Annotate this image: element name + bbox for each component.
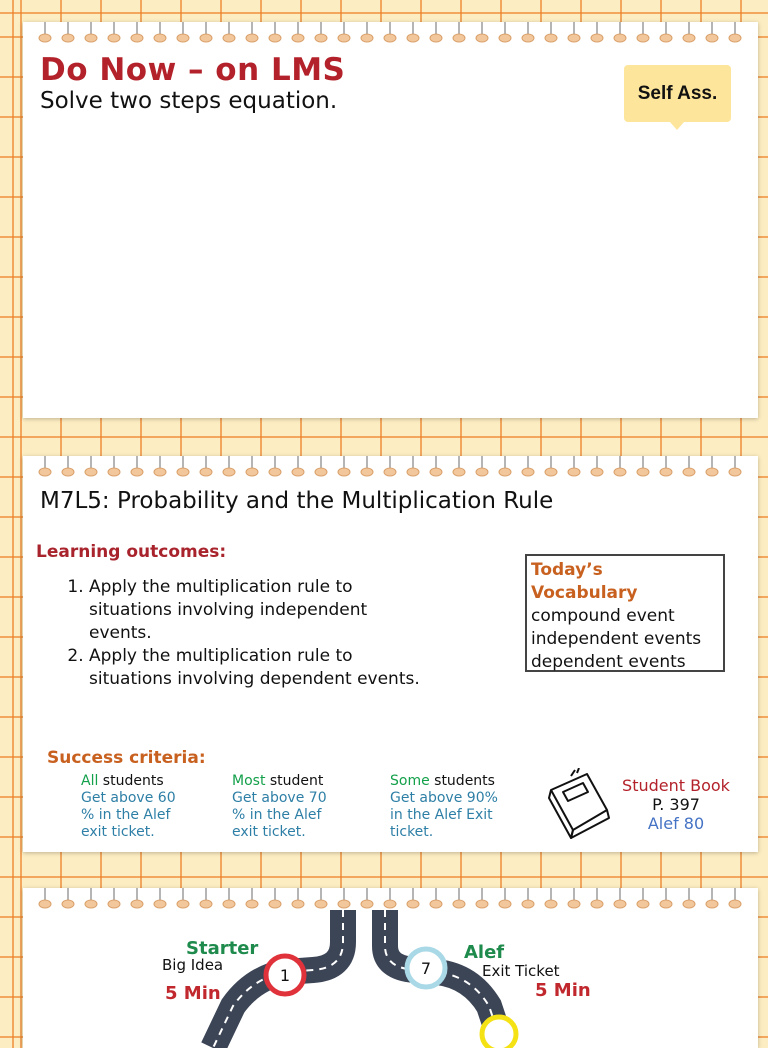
binder-ring xyxy=(223,456,235,476)
binder-ring xyxy=(683,22,695,42)
starter-subtitle: Big Idea xyxy=(162,956,224,974)
binder-ring xyxy=(292,456,304,476)
binder-ring xyxy=(384,22,396,42)
criteria-keyword: Most xyxy=(232,773,266,789)
learning-outcome-item: 1. Apply the multiplication rule to situations involving independent events. xyxy=(89,576,434,645)
self-assessment-callout xyxy=(624,65,731,122)
binder-ring xyxy=(246,456,258,476)
alef-duration: 5 Min xyxy=(535,980,591,1001)
binder-ring xyxy=(545,456,557,476)
vocabulary-term: dependent events xyxy=(531,652,686,672)
criteria-some xyxy=(390,773,500,841)
binder-ring xyxy=(62,22,74,42)
criteria-description: Get above 60 % in the Alef exit ticket. xyxy=(81,790,176,840)
binder-ring xyxy=(85,22,97,42)
binder-ring xyxy=(614,456,626,476)
binder-ring xyxy=(108,456,120,476)
criteria-who: students xyxy=(429,773,495,789)
binder-ring xyxy=(522,22,534,42)
step-number: 1 xyxy=(279,966,291,985)
binder-ring xyxy=(729,456,741,476)
binder-ring xyxy=(315,456,327,476)
binder-ring xyxy=(729,22,741,42)
slide-lesson-overview xyxy=(23,456,758,852)
binder-ring xyxy=(407,456,419,476)
reference-alef: Alef 80 xyxy=(647,814,705,833)
book-reference xyxy=(601,776,751,833)
alef-label: Alef xyxy=(464,942,505,963)
binder-ring xyxy=(131,22,143,42)
binder-ring xyxy=(545,22,557,42)
reference-source: Student Book xyxy=(622,776,730,795)
binder-ring xyxy=(591,456,603,476)
binder-ring xyxy=(637,22,649,42)
binder-ring xyxy=(269,22,281,42)
slide-lesson-roadmap xyxy=(23,888,758,1048)
slide-do-now xyxy=(23,22,758,418)
binder-ring xyxy=(430,456,442,476)
vocabulary-heading: Vocabulary xyxy=(531,583,638,603)
criteria-keyword: All xyxy=(81,773,99,789)
binder-ring xyxy=(430,22,442,42)
binder-ring xyxy=(476,22,488,42)
binder-ring xyxy=(476,456,488,476)
binder-ring xyxy=(361,456,373,476)
starter-duration: 5 Min xyxy=(165,983,221,1004)
success-criteria-heading: Success criteria: xyxy=(47,748,206,768)
criteria-description: Get above 70 % in the Alef exit ticket. xyxy=(232,790,327,840)
callout-text: Self Ass. xyxy=(637,82,718,104)
step-marker-1 xyxy=(266,956,304,994)
binder-ring xyxy=(62,456,74,476)
binder-ring xyxy=(591,22,603,42)
criteria-description: Get above 90% in the Alef Exit ticket. xyxy=(390,790,498,840)
criteria-who: students xyxy=(98,773,164,789)
binder-ring xyxy=(568,22,580,42)
binder-ring xyxy=(453,456,465,476)
starter-label: Starter xyxy=(186,938,259,959)
learning-outcomes-heading: Learning outcomes: xyxy=(36,542,227,562)
vocabulary-heading: Today’s xyxy=(531,560,603,580)
binder-ring xyxy=(706,22,718,42)
criteria-keyword: Some xyxy=(390,773,430,789)
binder-ring xyxy=(39,22,51,42)
binder-ring xyxy=(660,456,672,476)
binder-ring xyxy=(39,456,51,476)
binder-rings xyxy=(23,22,758,46)
binder-ring xyxy=(246,22,258,42)
alef-subtitle: Exit Ticket xyxy=(482,962,560,980)
binder-ring xyxy=(338,456,350,476)
binder-ring xyxy=(154,456,166,476)
vocabulary-term: compound event xyxy=(531,606,675,626)
callout-tail xyxy=(670,122,684,130)
learning-outcome-item: 2. Apply the multiplication rule to situations involving dependent events. xyxy=(89,645,434,691)
binder-ring xyxy=(499,456,511,476)
binder-ring xyxy=(177,22,189,42)
vocabulary-term: independent events xyxy=(531,629,702,649)
binder-ring xyxy=(614,22,626,42)
binder-ring xyxy=(338,22,350,42)
criteria-who: student xyxy=(265,773,324,789)
binder-ring xyxy=(131,456,143,476)
binder-ring xyxy=(223,22,235,42)
binder-ring xyxy=(660,22,672,42)
binder-ring xyxy=(453,22,465,42)
slide-subtitle: Solve two steps equation. xyxy=(40,88,338,114)
binder-ring xyxy=(706,456,718,476)
binder-ring xyxy=(384,456,396,476)
binder-ring xyxy=(85,456,97,476)
binder-ring xyxy=(200,22,212,42)
binder-ring xyxy=(499,22,511,42)
learning-outcomes-list xyxy=(59,576,434,691)
binder-ring xyxy=(568,456,580,476)
binder-ring xyxy=(407,22,419,42)
lesson-road-map xyxy=(23,888,758,1048)
criteria-most xyxy=(232,773,342,841)
binder-ring xyxy=(522,456,534,476)
binder-ring xyxy=(177,456,189,476)
lesson-title: M7L5: Probability and the Multiplication Rule xyxy=(40,488,554,514)
criteria-all xyxy=(81,773,191,841)
binder-ring xyxy=(269,456,281,476)
reference-page: P. 397 xyxy=(652,795,700,814)
step-marker-7 xyxy=(407,949,445,987)
slide-title: Do Now – on LMS xyxy=(40,52,346,88)
binder-ring xyxy=(108,22,120,42)
binder-ring xyxy=(637,456,649,476)
binder-ring xyxy=(315,22,327,42)
binder-ring xyxy=(683,456,695,476)
binder-ring xyxy=(200,456,212,476)
binder-ring xyxy=(292,22,304,42)
binder-rings xyxy=(23,456,758,480)
vocabulary-box xyxy=(525,554,725,672)
step-marker-next xyxy=(482,1017,516,1048)
binder-ring xyxy=(154,22,166,42)
binder-ring xyxy=(361,22,373,42)
step-number: 7 xyxy=(420,959,432,978)
